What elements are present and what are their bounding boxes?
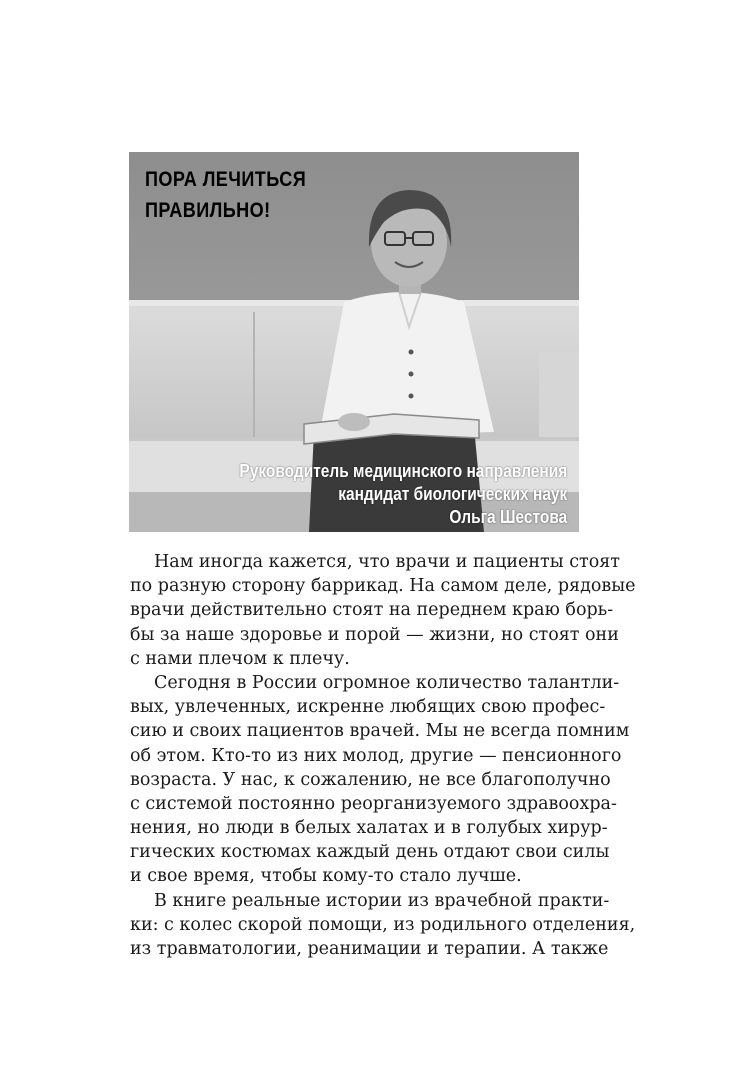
- text-line: об этом. Кто-то из них молод, другие — пенсионного: [130, 745, 622, 766]
- caption-role: Руководитель медицинского направления: [239, 461, 567, 481]
- text-line: Сегодня в России огромное количество талантли-: [154, 672, 620, 693]
- text-line: сию и своих пациентов врачей. Мы не всегда помним: [130, 721, 630, 742]
- text-line: бы за наше здоровье и порой — жизни, но стоят они: [130, 624, 619, 645]
- text-line: с нами плечом к плечу.: [130, 648, 350, 669]
- headline-line: ПРАВИЛЬНО!: [145, 199, 271, 222]
- text-line: Нам иногда кажется, что врачи и пациенты стоят: [154, 552, 620, 572]
- text-line: с системой постоянно реорганизуемого здравоохра-: [130, 793, 617, 814]
- text-line: вых, увлеченных, искренне любящих свою профес-: [130, 697, 606, 718]
- text-line: ки: с колес скорой помощи, из родильного отделения,: [130, 914, 636, 935]
- text-line: возраста. У нас, к сожалению, не все благополучно: [130, 769, 611, 790]
- caption-degree: кандидат биологических наук: [337, 484, 567, 504]
- author-photo: [129, 152, 579, 532]
- caption-name: Ольга Шестова: [449, 507, 567, 527]
- text-line: В книге реальные истории из врачебной практи-: [154, 890, 610, 911]
- body-text: [130, 550, 636, 961]
- text-line: гических костюмах каждый день отдают свои силы: [130, 842, 610, 863]
- text-line: и свое время, чтобы кому-то стало лучше.: [130, 866, 522, 887]
- text-line: из травматологии, реанимации и терапии. А также: [130, 939, 609, 959]
- headline-line: ПОРА ЛЕЧИТЬСЯ: [145, 168, 307, 191]
- text-line: врачи действительно стоят на переднем краю борь-: [130, 600, 614, 621]
- photo-headline: [145, 164, 306, 226]
- text-line: нения, но люди в белых халатах и в голубых хирур-: [130, 818, 608, 839]
- text-line: по разную сторону баррикад. На самом деле, рядовые: [130, 576, 636, 597]
- photo-caption: [239, 460, 567, 529]
